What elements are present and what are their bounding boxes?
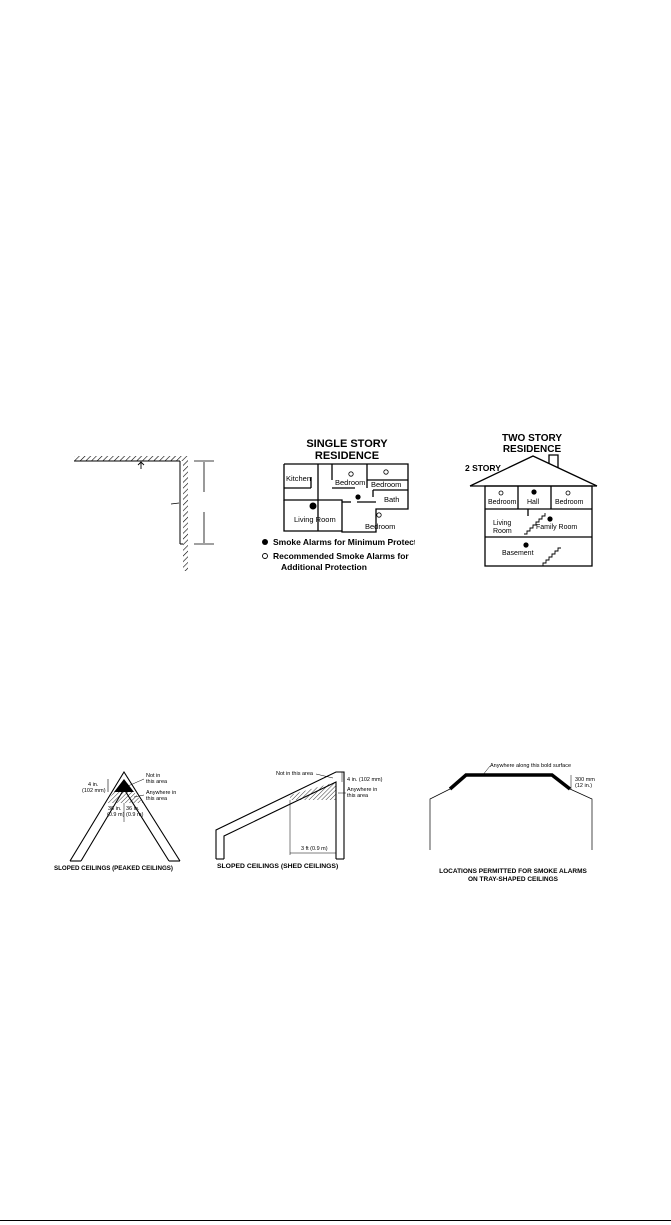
tray-bold-surface xyxy=(450,775,570,789)
minimum-alarm-icon xyxy=(310,503,317,510)
family-room-label: Family Room xyxy=(536,524,578,531)
tray-surface-label: Anywhere along this bold surface xyxy=(490,763,572,769)
wall-hatch xyxy=(183,461,188,571)
tray-dim-2: (12 in.) xyxy=(575,783,593,789)
legend-recommended-1: Recommended Smoke Alarms for xyxy=(273,551,409,561)
bedroom-bottom-label: Bedroom xyxy=(365,522,396,531)
stairs xyxy=(524,513,561,566)
minimum-alarm-legend-icon xyxy=(262,539,268,545)
recommended-alarm-icon xyxy=(349,472,353,476)
ceiling-arrow xyxy=(138,462,144,469)
not-in-area-shading xyxy=(114,779,134,792)
ceiling-hatch xyxy=(74,456,188,461)
living-room-label-2: Room xyxy=(493,528,512,535)
hall-label: Hall xyxy=(527,499,540,506)
anywhere-label-2: this area xyxy=(146,796,168,802)
tray-outline xyxy=(430,789,450,850)
two-story-residence-diagram xyxy=(460,430,605,570)
kitchen-label: Kitchen xyxy=(286,474,312,483)
tray-caption-2: ON TRAY-SHAPED CEILINGS xyxy=(467,876,559,883)
shed-dim-label: 4 in. (102 mm) xyxy=(347,777,383,783)
recommended-alarm-icon xyxy=(499,491,503,495)
bedroom-top-right-label: Bedroom xyxy=(371,480,402,489)
bedroom-left-label: Bedroom xyxy=(488,499,517,506)
right-width-2: (0.9 m) xyxy=(126,812,144,818)
left-width-2: (0.9 m) xyxy=(107,812,125,818)
shed-anywhere-2: this area xyxy=(347,793,369,799)
single-story-title-2: RESIDENCE xyxy=(314,450,380,462)
not-in-area-label-1: Not in xyxy=(146,773,161,779)
single-story-residence-diagram xyxy=(255,432,415,577)
bedroom-top-left-label: Bedroom xyxy=(335,478,366,487)
peaked-ceiling-diagram xyxy=(44,765,214,877)
ceiling-wall-diagram xyxy=(68,450,228,575)
basement-label: Basement xyxy=(502,550,534,557)
minimum-alarm-icon xyxy=(547,516,552,521)
peaked-caption: SLOPED CEILINGS (PEAKED CEILINGS) xyxy=(54,865,173,872)
two-story-title-1: TWO STORY xyxy=(502,433,562,444)
recommended-alarm-icon xyxy=(384,470,388,474)
living-room-label-1: Living xyxy=(493,520,512,527)
page-bottom-rule xyxy=(0,1220,671,1221)
shed-not-in-area-label: Not in this area xyxy=(276,771,313,777)
minimum-alarm-icon xyxy=(523,542,528,547)
shed-width-label: 3 ft (0.9 m) xyxy=(301,846,328,852)
legend-recommended-2: Additional Protection xyxy=(281,562,367,572)
shed-caption: SLOPED CEILINGS (SHED CEILINGS) xyxy=(217,863,339,870)
left-width-1: 36 in. xyxy=(108,806,122,812)
peak-dim-2: (102 mm) xyxy=(82,788,106,794)
recommended-alarm-icon xyxy=(377,513,381,517)
minimum-alarm-icon xyxy=(531,489,536,494)
bath-label: Bath xyxy=(384,495,400,504)
single-story-title-1: SINGLE STORY xyxy=(306,438,388,450)
shed-anywhere-1: Anywhere in xyxy=(347,787,378,793)
anywhere-label-1: Anywhere in xyxy=(146,790,177,796)
tray-outline-right xyxy=(570,789,592,850)
wall-pointer xyxy=(171,503,179,504)
recommended-alarm-legend-icon xyxy=(263,554,268,559)
bedroom-right-label: Bedroom xyxy=(555,499,584,506)
recommended-alarm-icon xyxy=(566,491,570,495)
tray-dim-1: 300 mm xyxy=(575,777,595,783)
shed-ceiling-diagram xyxy=(212,765,392,877)
minimum-alarm-icon xyxy=(355,494,360,499)
two-story-title-2: RESIDENCE xyxy=(502,444,562,455)
living-room-label: Living Room xyxy=(294,515,336,524)
legend-minimum: Smoke Alarms for Minimum Protecti xyxy=(273,537,415,547)
story-label: 2 STORY xyxy=(465,463,501,473)
peak-dim-1: 4 in. xyxy=(88,782,99,788)
tray-ceiling-diagram xyxy=(418,758,608,883)
right-width-1: 36 in. xyxy=(126,806,140,812)
tray-caption-1: LOCATIONS PERMITTED FOR SMOKE ALARMS xyxy=(439,868,587,875)
not-in-area-label-2: this area xyxy=(146,779,168,785)
